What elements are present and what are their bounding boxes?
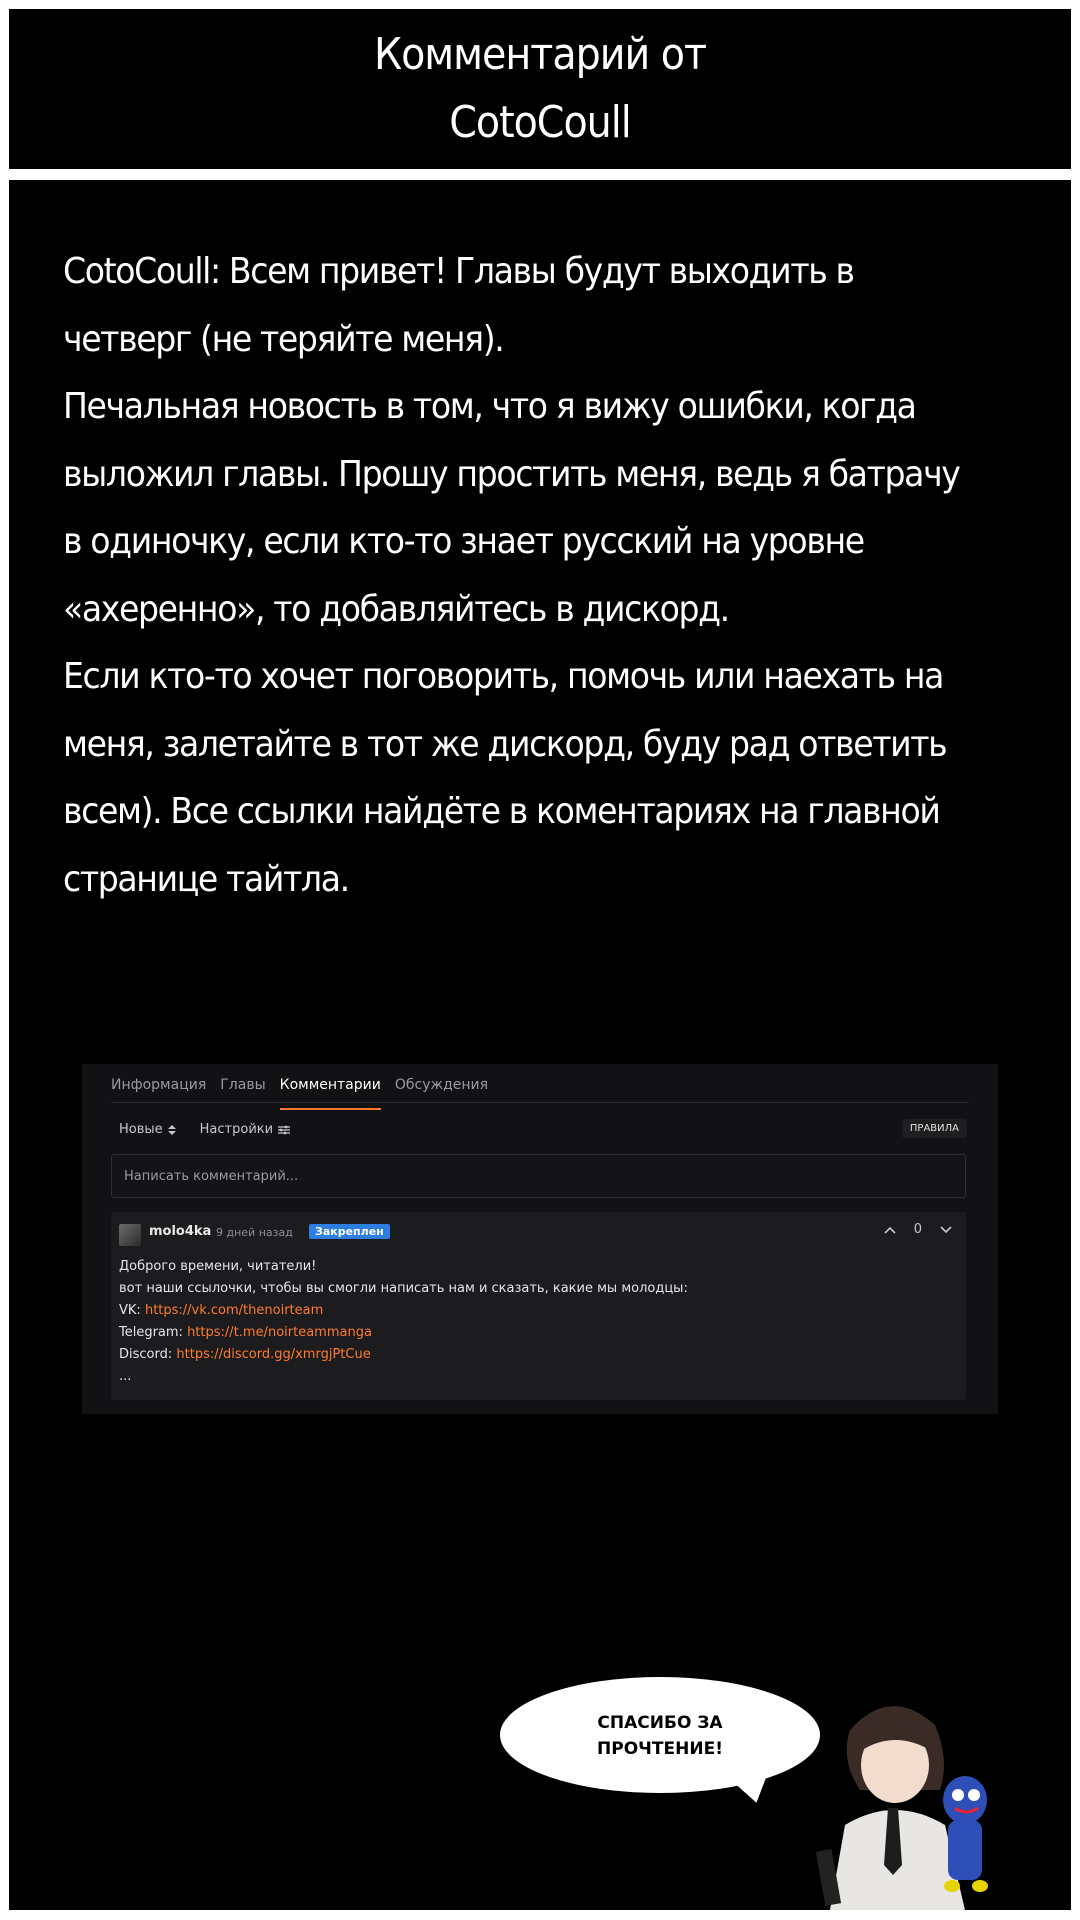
telegram-label: Telegram:	[119, 1325, 183, 1340]
message-line: странице тайтла.	[63, 858, 349, 900]
tab-bar	[111, 1072, 488, 1110]
settings-label: Настройки	[199, 1122, 274, 1137]
message-line: в одиночку, если кто-то знает русский на уровне	[63, 521, 864, 562]
tab-chapters[interactable]: Главы	[220, 1077, 266, 1093]
comment-line: Доброго времени, читатели!	[119, 1259, 317, 1274]
sort-label: Новые	[119, 1122, 163, 1137]
sliders-icon	[278, 1125, 290, 1135]
vk-link[interactable]: https://vk.com/thenoirteam	[144, 1303, 324, 1318]
message-line: выложил главы. Прошу простить меня, ведь я батрачу	[63, 453, 960, 495]
vote-count: 0	[913, 1222, 922, 1237]
sort-dropdown[interactable]	[119, 1122, 176, 1137]
message-line: четверг (не теряйте меня).	[63, 318, 504, 360]
tab-info[interactable]: Информация	[111, 1077, 207, 1093]
author-message	[63, 238, 960, 913]
comment-input[interactable]: Написать комментарий...	[111, 1154, 966, 1198]
title-line-1: Комментарий от	[373, 29, 706, 80]
settings-dropdown[interactable]	[200, 1122, 290, 1137]
discord-label: Discord:	[119, 1347, 173, 1362]
upvote-icon[interactable]	[884, 1226, 896, 1234]
message-line: всем). Все ссылки найдёте в коментариях на главной	[63, 791, 940, 832]
message-line: Если кто-то хочет поговорить, помочь или наехать на	[63, 656, 944, 697]
comment-body	[119, 1256, 688, 1388]
comments-screenshot	[82, 1064, 998, 1414]
tab-comments[interactable]: Комментарии	[280, 1072, 381, 1110]
comment-username[interactable]: molo4ka	[149, 1224, 212, 1239]
vk-label: VK:	[119, 1303, 141, 1318]
bubble-text	[500, 1710, 820, 1762]
telegram-row	[119, 1322, 688, 1344]
comment-line: вот наши ссылочки, чтобы вы смогли написать нам и сказать, какие мы молодцы:	[119, 1281, 688, 1296]
message-line: CotoCoull: Всем привет! Главы будут выходить в	[63, 251, 854, 292]
pinned-badge: Закреплен	[309, 1224, 390, 1239]
avatar[interactable]	[119, 1224, 141, 1246]
discord-row	[119, 1344, 688, 1366]
sort-icon	[168, 1125, 176, 1135]
sort-bar	[119, 1122, 290, 1137]
message-line: меня, залетайте в тот же дискорд, буду рад ответить	[63, 723, 947, 765]
title-line-2: CotoCoull	[449, 97, 631, 148]
comment-timestamp: 9 дней назад	[216, 1226, 293, 1239]
main-panel	[9, 180, 1071, 1910]
speech-bubble	[500, 1677, 820, 1793]
discord-link[interactable]: https://discord.gg/xmrgjPtCue	[176, 1347, 371, 1362]
tab-discussions[interactable]: Обсуждения	[394, 1077, 489, 1093]
bubble-line-2: ПРОЧТЕНИЕ!	[597, 1739, 723, 1759]
message-line: «ахеренно», то добавляйтесь в дискорд.	[63, 588, 729, 630]
vk-row	[119, 1300, 688, 1322]
vote-controls	[884, 1222, 952, 1237]
rules-button[interactable]: ПРАВИЛА	[902, 1119, 967, 1138]
tabs-divider	[111, 1102, 969, 1103]
show-more[interactable]: ...	[119, 1369, 132, 1384]
title-panel	[9, 9, 1071, 169]
message-line: Печальная новость в том, что я вижу ошибки, когда	[63, 386, 916, 427]
character-illustration	[790, 1690, 1020, 1910]
telegram-link[interactable]: https://t.me/noirteammanga	[187, 1325, 372, 1340]
bubble-line-1: СПАСИБО ЗА	[597, 1713, 723, 1733]
pinned-comment	[111, 1212, 966, 1400]
downvote-icon[interactable]	[940, 1226, 952, 1234]
